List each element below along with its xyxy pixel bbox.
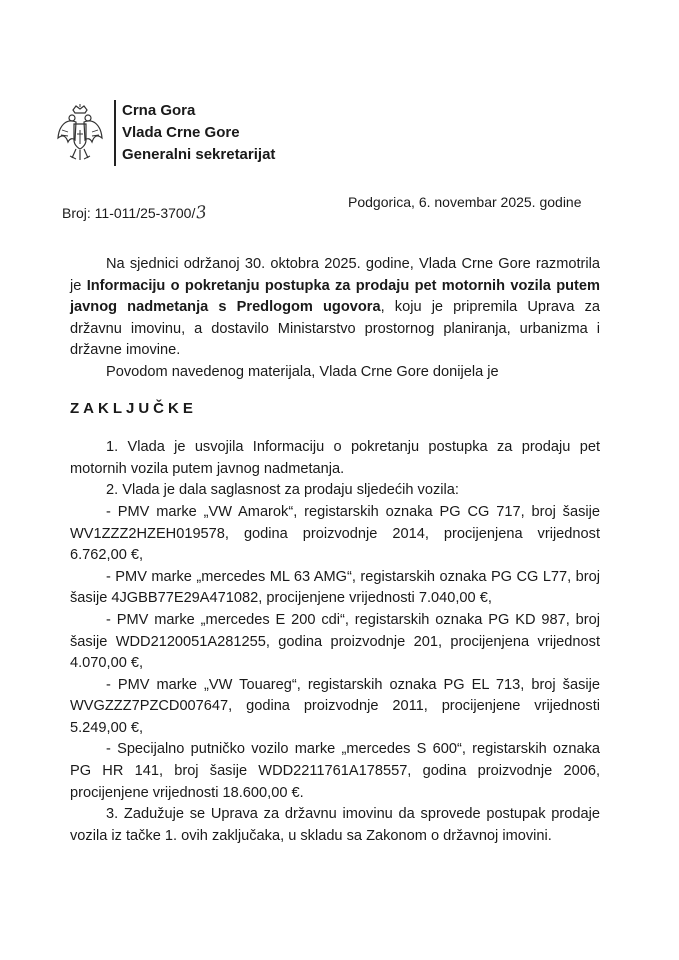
vehicle-item: - Specijalno putničko vozilo marke „mercedes S 600“, registarskih oznaka PG HR 141, broj šasije WDD2211761A178557, godina proizvodnje 2006, procijenjene vrijednosti 18.600,00 €. — [70, 741, 600, 801]
coat-of-arms-icon — [56, 104, 104, 164]
government-name: Vlada Crne Gore — [122, 124, 240, 141]
office-name: Generalni sekretarijat — [122, 146, 276, 163]
vehicle-item: - PMV marke „mercedes ML 63 AMG“, registarskih oznaka PG CG L77, broj šasije 4JGBB77E29A471082, procijenjene vrijednosti 7.040,00 €, — [70, 568, 600, 607]
conclusion-3: 3. Zadužuje se Uprava za državnu imovinu da sprovede postupak prodaje vozila iz tačke 1. ovih zaključaka, u skladu sa Zakonom o državnoj imovini. — [70, 806, 600, 844]
country-name: Crna Gora — [122, 102, 196, 119]
reference-label: Broj: 11-011/25-3700/ — [62, 205, 196, 221]
conclusion-1: 1. Vlada je usvojila Informaciju o pokretanju postupka za prodaju pet motornih vozila putem javnog nadmetanja. — [70, 439, 600, 477]
povodom-paragraph: Povodom navedenog materijala, Vlada Crne Gore donijela je — [106, 363, 499, 380]
intro-title-bold: Informaciju o pokretanju postupka za prodaju pet motornih vozila putem javnog nadmetanja s Predlogom ugovora — [70, 277, 600, 316]
intro-text-1: Na sjednici održanoj 30. oktobra 2025. godine, Vlada Crne Gore razmotrila je — [70, 256, 600, 294]
vehicle-item: - PMV marke „VW Amarok“, registarskih oznaka PG CG 717, broj šasije WV1ZZZ2HZEH019578, godina proizvodnje 2014, procijenjena vrijednost 6.762,00 €, — [70, 503, 600, 564]
conclusion-2: 2. Vlada je dala saglasnost za prodaju sljedećih vozila: — [106, 482, 459, 499]
document-body — [70, 254, 600, 847]
vehicle-item: - PMV marke „mercedes E 200 cdi“, registarskih oznaka PG KD 987, broj šasije WDD2120051A281255, godina proizvodnje 201, procijenjena vrijednost 4.070,00 €, — [70, 611, 600, 672]
handwritten-number: 3 — [195, 202, 209, 224]
intro-text-2: , koju je pripremila Uprava za državnu imovinu, a dostavilo Ministarstvo prostornog planiranja, urbanizma i državne imovine. — [70, 299, 600, 359]
header-divider — [114, 100, 116, 166]
vehicle-item: - PMV marke „VW Touareg“, registarskih oznaka PG EL 713, broj šasije WVGZZZ7PZCD007647, godina proizvodnje 2011, procijenjene vrijednosti 5.249,00 €, — [70, 676, 600, 736]
intro-paragraph — [70, 254, 600, 362]
place-date: Podgorica, 6. novembar 2025. godine — [348, 194, 582, 210]
issuer-header — [122, 100, 275, 166]
conclusions-heading: ZAKLJUČKE — [70, 399, 197, 417]
reference-number — [62, 203, 207, 223]
